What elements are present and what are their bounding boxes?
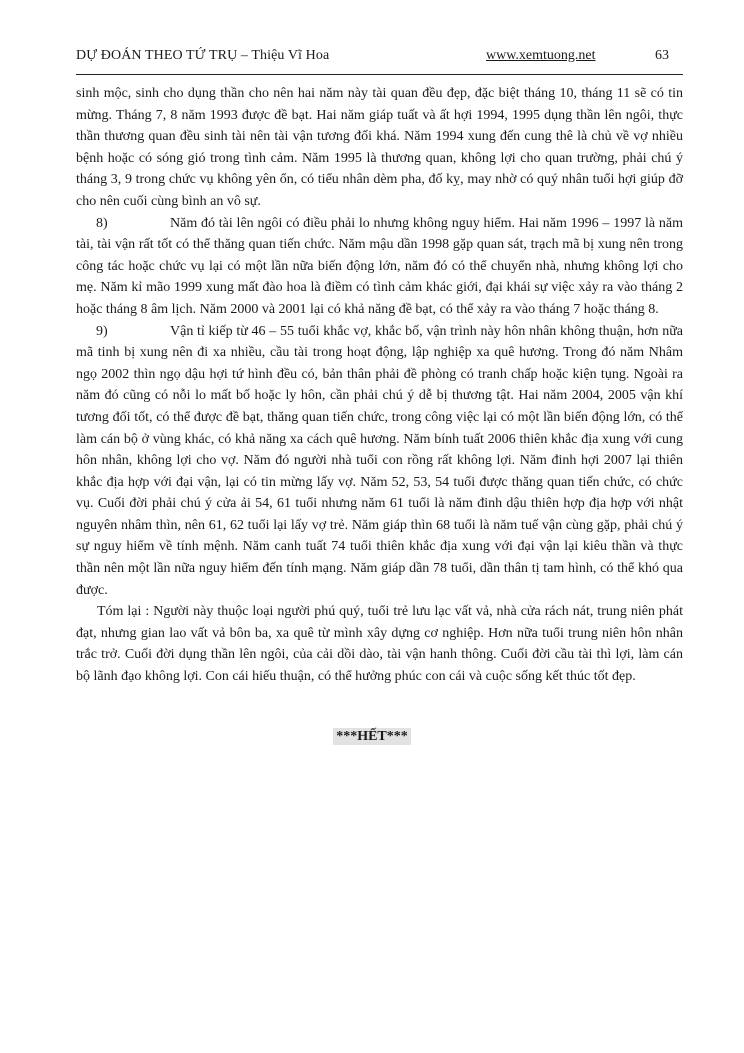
paragraph-9-number: 9): [96, 323, 108, 339]
page-header: [76, 46, 683, 66]
header-rule: [76, 74, 683, 75]
book-title: DỰ ĐOÁN THEO TỨ TRỤ – Thiệu Vĩ Hoa: [76, 48, 330, 63]
paragraph-8-text: Năm đó tài lên ngôi có điều phải lo nhưng không nguy hiểm. Hai năm 1996 – 1997 là năm tài, tài vận rất tốt có thể thăng quan tiến chức. Năm mậu dần 1998 gặp quan sát, trạch mã bị xung nên trong công tác hoặc chức vụ lại có một lần nữa biến động lớn, năm đó có thể chuyển nhà, nhưng không lợi cho mẹ. Năm kỉ mão 1999 xung mất đào hoa là điềm có tình cảm khác giới, đại khái sự việc xảy ra vào tháng 2 hoặc tháng 8 âm lịch. Năm 2000 và 2001 lại có khả năng đề bạt, có thể xảy ra vào tháng 7 hoặc tháng 8.: [76, 215, 683, 317]
paragraph-continued: sinh mộc, sinh cho dụng thần cho nên hai năm này tài quan đều đẹp, đặc biệt tháng 10, tháng 11 sẽ có tin mừng. Tháng 7, 8 năm 1993 được đề bạt. Hai năm giáp tuất và ất hợi 1994, 1995 dụng thần lên ngôi, thực thần thương quan đều sinh tài nên tài vận tương đối khá. Năm 1994 xung đến cung thê là chủ về vợ nhiều bệnh hoặc có sóng gió trong tình cảm. Năm 1995 là thương quan, không lợi cho quan trường, phải chú ý tháng 3, 9 trong chức vụ không yên ổn, có tiểu nhân dèm pha, đố kỵ, may nhờ có quý nhân tuổi hợi giúp đỡ cho nên cuối cùng bình an vô sự.: [76, 86, 683, 209]
summary-paragraph: Tóm lại : Người này thuộc loại người phú quý, tuổi trẻ lưu lạc vất vả, nhà cửa rách nát, trung niên phát đạt, nhưng gian lao vất vả bôn ba, xa quê từ mình xây dựng cơ nghiệp. Hơn nữa tuổi trung niên hôn nhân trắc trở. Cuối đời dụng thần lên ngôi, của cải dồi dào, tài vận hanh thông. Cuối đời cầu tài thì lợi, làm cán bộ lãnh đạo không lợi. Con cái hiếu thuận, có thể hưởng phúc con cái và cuộc sống kết thúc tốt đẹp.: [76, 604, 683, 685]
paragraph-9: [76, 321, 683, 602]
paragraph-9-text: Vận tỉ kiếp từ 46 – 55 tuổi khắc vợ, khắc bố, vận trình này hôn nhân không thuận, hơn nữa mã tinh bị xung nên đi xa nhiều, cầu tài trong hoạt động, lập nghiệp xa quê hương. Trong đó năm Nhâm ngọ 2002 thìn ngọ dậu hợi tứ hình đều có, bản thân phải đề phòng có tranh chấp hoặc kiện tụng. Ngoài ra năm đó cũng có nỗi lo mất bố hoặc ly hôn, cần phải chú ý dễ bị thương tật. Hai năm 2004, 2005 vận khí tương đối tốt, có thể được đề bạt, thăng quan tiến chức, trong công việc lại có một lần biến động lớn, có thể làm cán bộ ở vùng khác, có khả năng xa cách quê hương. Năm bính tuất 2006 thiên khắc địa xung với cung hôn nhân, không lợi cho vợ. Năm đó người nhà tuổi con rồng rất không lợi. Năm đinh hợi 2007 lại thiên khắc địa hợp với đại vận, lại có tin mừng lấy vợ. Năm 52, 53, 54 tuổi được thăng quan tiến chức, có chức vụ. Cuối đời phải chú ý cửa ải 54, 61 tuổi nhưng năm 61 tuổi là năm đinh dậu thiên hợp địa hợp với nhật nguyên nhâm thìn, nên 61, 62 tuổi lại lấy vợ trẻ. Năm giáp thìn 68 tuổi là năm tuế vận cùng gặp, phải chú ý sự nguy hiểm về tính mệnh. Năm canh tuất 74 tuổi thiên khắc địa xung với đại vận lại kiêu thần và thực thần nên một lần nữa nguy hiểm đến tính mạng. Năm giáp dần 78 tuổi, dần thân tị tam hình, có thể khó qua được.: [76, 323, 683, 598]
paragraph-8: [76, 213, 683, 321]
end-marker: [0, 729, 744, 745]
website-link[interactable]: www.xemtuong.net: [486, 48, 596, 63]
paragraph-8-number: 8): [96, 215, 108, 231]
page-body: [76, 83, 683, 688]
page-number: 63: [655, 48, 669, 63]
end-marker-text: ***HẾT***: [333, 728, 411, 745]
